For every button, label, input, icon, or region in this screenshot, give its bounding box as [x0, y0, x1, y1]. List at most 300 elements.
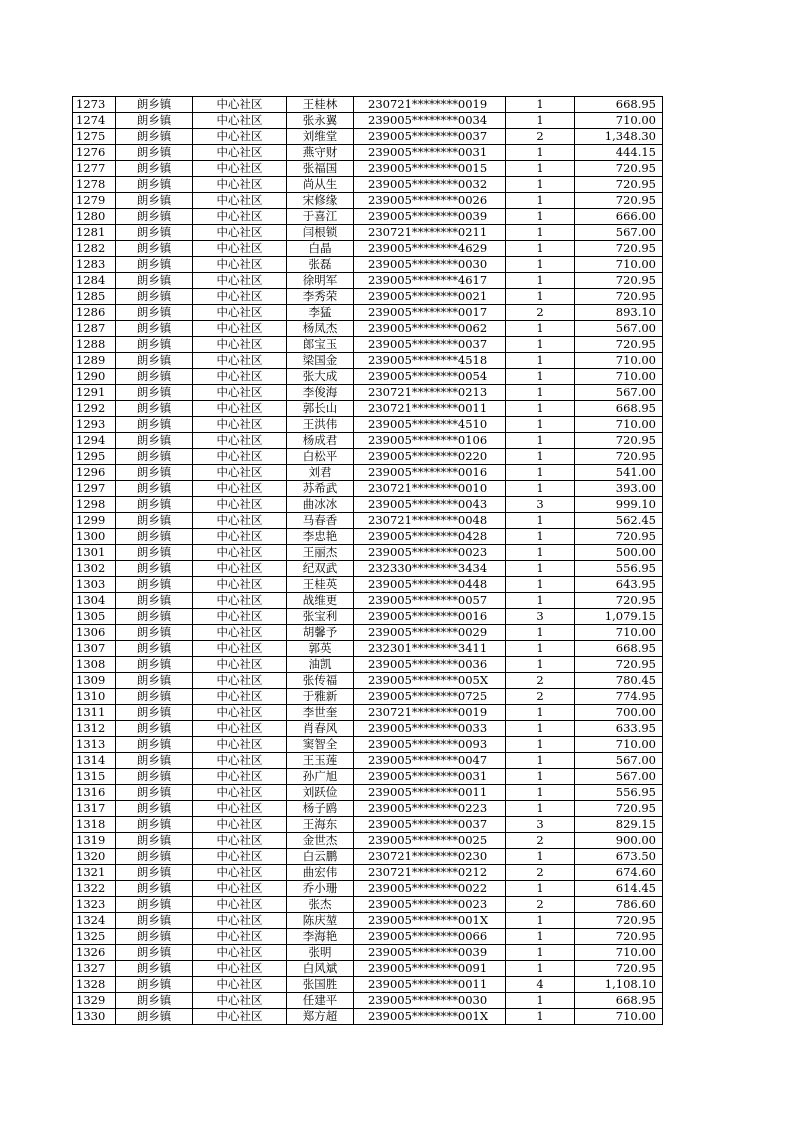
table-row: [73, 641, 663, 657]
row-number-cell: 1315: [73, 769, 116, 785]
table-row: [73, 241, 663, 257]
id-number-cell: 239005********0031: [354, 145, 506, 161]
amount-cell: 710.00: [575, 353, 663, 369]
name-cell: 尚从生: [287, 177, 354, 193]
id-number-cell: 239005********0036: [354, 657, 506, 673]
table-row: [73, 577, 663, 593]
id-number-cell: 230721********0048: [354, 513, 506, 529]
count-cell: 1: [506, 529, 575, 545]
row-number-cell: 1320: [73, 849, 116, 865]
name-cell: 苏希武: [287, 481, 354, 497]
amount-cell: 567.00: [575, 321, 663, 337]
community-cell: 中心社区: [193, 993, 287, 1009]
count-cell: 2: [506, 897, 575, 913]
count-cell: 2: [506, 305, 575, 321]
row-number-cell: 1287: [73, 321, 116, 337]
community-cell: 中心社区: [193, 737, 287, 753]
row-number-cell: 1317: [73, 801, 116, 817]
table-row: [73, 593, 663, 609]
amount-cell: 893.10: [575, 305, 663, 321]
community-cell: 中心社区: [193, 929, 287, 945]
community-cell: 中心社区: [193, 881, 287, 897]
id-number-cell: 230721********0212: [354, 865, 506, 881]
community-cell: 中心社区: [193, 289, 287, 305]
community-cell: 中心社区: [193, 209, 287, 225]
amount-cell: 1,079.15: [575, 609, 663, 625]
table-row: [73, 369, 663, 385]
community-cell: 中心社区: [193, 1009, 287, 1025]
town-cell: 朗乡镇: [116, 945, 193, 961]
name-cell: 张宝利: [287, 609, 354, 625]
table-row: [73, 113, 663, 129]
town-cell: 朗乡镇: [116, 929, 193, 945]
amount-cell: 1,348.30: [575, 129, 663, 145]
id-number-cell: 239005********0034: [354, 113, 506, 129]
community-cell: 中心社区: [193, 465, 287, 481]
name-cell: 杨成君: [287, 433, 354, 449]
name-cell: 梁国金: [287, 353, 354, 369]
count-cell: 1: [506, 641, 575, 657]
table-row: [73, 625, 663, 641]
row-number-cell: 1313: [73, 737, 116, 753]
table-row: [73, 465, 663, 481]
table-row: [73, 497, 663, 513]
town-cell: 朗乡镇: [116, 353, 193, 369]
count-cell: 1: [506, 465, 575, 481]
town-cell: 朗乡镇: [116, 705, 193, 721]
community-cell: 中心社区: [193, 97, 287, 113]
row-number-cell: 1329: [73, 993, 116, 1009]
row-number-cell: 1323: [73, 897, 116, 913]
town-cell: 朗乡镇: [116, 561, 193, 577]
town-cell: 朗乡镇: [116, 257, 193, 273]
amount-cell: 900.00: [575, 833, 663, 849]
row-number-cell: 1293: [73, 417, 116, 433]
table-row: [73, 177, 663, 193]
row-number-cell: 1324: [73, 913, 116, 929]
amount-cell: 444.15: [575, 145, 663, 161]
name-cell: 郭长山: [287, 401, 354, 417]
name-cell: 郎宝玉: [287, 337, 354, 353]
town-cell: 朗乡镇: [116, 417, 193, 433]
id-number-cell: 239005********0016: [354, 465, 506, 481]
count-cell: 1: [506, 577, 575, 593]
town-cell: 朗乡镇: [116, 785, 193, 801]
row-number-cell: 1306: [73, 625, 116, 641]
community-cell: 中心社区: [193, 657, 287, 673]
count-cell: 1: [506, 881, 575, 897]
id-number-cell: 239005********0043: [354, 497, 506, 513]
id-number-cell: 239005********005X: [354, 673, 506, 689]
town-cell: 朗乡镇: [116, 577, 193, 593]
town-cell: 朗乡镇: [116, 433, 193, 449]
community-cell: 中心社区: [193, 785, 287, 801]
id-number-cell: 239005********0033: [354, 721, 506, 737]
count-cell: 1: [506, 913, 575, 929]
table-row: [73, 769, 663, 785]
community-cell: 中心社区: [193, 977, 287, 993]
id-number-cell: 230721********0211: [354, 225, 506, 241]
name-cell: 于喜江: [287, 209, 354, 225]
community-cell: 中心社区: [193, 161, 287, 177]
community-cell: 中心社区: [193, 561, 287, 577]
amount-cell: 668.95: [575, 97, 663, 113]
count-cell: 1: [506, 769, 575, 785]
community-cell: 中心社区: [193, 273, 287, 289]
town-cell: 朗乡镇: [116, 833, 193, 849]
table-row: [73, 385, 663, 401]
community-cell: 中心社区: [193, 305, 287, 321]
count-cell: 3: [506, 497, 575, 513]
name-cell: 战维更: [287, 593, 354, 609]
community-cell: 中心社区: [193, 945, 287, 961]
town-cell: 朗乡镇: [116, 97, 193, 113]
community-cell: 中心社区: [193, 337, 287, 353]
name-cell: 王海东: [287, 817, 354, 833]
amount-cell: 643.95: [575, 577, 663, 593]
amount-cell: 556.95: [575, 561, 663, 577]
row-number-cell: 1319: [73, 833, 116, 849]
id-number-cell: 239005********0011: [354, 785, 506, 801]
row-number-cell: 1285: [73, 289, 116, 305]
town-cell: 朗乡镇: [116, 385, 193, 401]
name-cell: 闫根锁: [287, 225, 354, 241]
table-row: [73, 673, 663, 689]
name-cell: 杨子鸥: [287, 801, 354, 817]
amount-cell: 700.00: [575, 705, 663, 721]
table-row: [73, 417, 663, 433]
row-number-cell: 1275: [73, 129, 116, 145]
community-cell: 中心社区: [193, 225, 287, 241]
name-cell: 张传福: [287, 673, 354, 689]
id-number-cell: 239005********0030: [354, 257, 506, 273]
community-cell: 中心社区: [193, 721, 287, 737]
community-cell: 中心社区: [193, 625, 287, 641]
count-cell: 1: [506, 705, 575, 721]
count-cell: 1: [506, 241, 575, 257]
town-cell: 朗乡镇: [116, 657, 193, 673]
row-number-cell: 1276: [73, 145, 116, 161]
community-cell: 中心社区: [193, 497, 287, 513]
table-row: [73, 97, 663, 113]
row-number-cell: 1316: [73, 785, 116, 801]
row-number-cell: 1303: [73, 577, 116, 593]
name-cell: 刘君: [287, 465, 354, 481]
id-number-cell: 239005********0428: [354, 529, 506, 545]
count-cell: 1: [506, 369, 575, 385]
community-cell: 中心社区: [193, 897, 287, 913]
table-row: [73, 817, 663, 833]
amount-cell: 541.00: [575, 465, 663, 481]
amount-cell: 786.60: [575, 897, 663, 913]
count-cell: 1: [506, 193, 575, 209]
town-cell: 朗乡镇: [116, 305, 193, 321]
name-cell: 郭英: [287, 641, 354, 657]
table-row: [73, 449, 663, 465]
community-cell: 中心社区: [193, 113, 287, 129]
count-cell: 1: [506, 721, 575, 737]
table-row: [73, 481, 663, 497]
name-cell: 李世奎: [287, 705, 354, 721]
town-cell: 朗乡镇: [116, 865, 193, 881]
community-cell: 中心社区: [193, 145, 287, 161]
id-number-cell: 239005********0030: [354, 993, 506, 1009]
name-cell: 曲宏伟: [287, 865, 354, 881]
name-cell: 窦智全: [287, 737, 354, 753]
count-cell: 1: [506, 417, 575, 433]
town-cell: 朗乡镇: [116, 129, 193, 145]
name-cell: 陈庆堃: [287, 913, 354, 929]
id-number-cell: 239005********0448: [354, 577, 506, 593]
id-number-cell: 230721********0230: [354, 849, 506, 865]
count-cell: 1: [506, 481, 575, 497]
town-cell: 朗乡镇: [116, 801, 193, 817]
town-cell: 朗乡镇: [116, 145, 193, 161]
name-cell: 张福国: [287, 161, 354, 177]
table-row: [73, 129, 663, 145]
table-row: [73, 257, 663, 273]
name-cell: 胡馨予: [287, 625, 354, 641]
count-cell: 1: [506, 289, 575, 305]
town-cell: 朗乡镇: [116, 849, 193, 865]
id-number-cell: 239005********0017: [354, 305, 506, 321]
row-number-cell: 1279: [73, 193, 116, 209]
town-cell: 朗乡镇: [116, 497, 193, 513]
amount-cell: 829.15: [575, 817, 663, 833]
id-number-cell: 239005********4518: [354, 353, 506, 369]
amount-cell: 720.95: [575, 193, 663, 209]
count-cell: 1: [506, 785, 575, 801]
count-cell: 1: [506, 273, 575, 289]
id-number-cell: 239005********0029: [354, 625, 506, 641]
amount-cell: 720.95: [575, 929, 663, 945]
row-number-cell: 1273: [73, 97, 116, 113]
table-row: [73, 225, 663, 241]
name-cell: 白风斌: [287, 961, 354, 977]
amount-cell: 556.95: [575, 785, 663, 801]
name-cell: 张磊: [287, 257, 354, 273]
id-number-cell: 239005********0015: [354, 161, 506, 177]
count-cell: 4: [506, 977, 575, 993]
table-row: [73, 161, 663, 177]
town-cell: 朗乡镇: [116, 241, 193, 257]
table-row: [73, 545, 663, 561]
amount-cell: 393.00: [575, 481, 663, 497]
amount-cell: 780.45: [575, 673, 663, 689]
count-cell: 1: [506, 385, 575, 401]
id-number-cell: 239005********0223: [354, 801, 506, 817]
id-number-cell: 239005********0062: [354, 321, 506, 337]
community-cell: 中心社区: [193, 913, 287, 929]
town-cell: 朗乡镇: [116, 177, 193, 193]
id-number-cell: 239005********0025: [354, 833, 506, 849]
row-number-cell: 1283: [73, 257, 116, 273]
id-number-cell: 239005********0016: [354, 609, 506, 625]
row-number-cell: 1300: [73, 529, 116, 545]
name-cell: 李忠艳: [287, 529, 354, 545]
id-number-cell: 230721********0019: [354, 97, 506, 113]
community-cell: 中心社区: [193, 401, 287, 417]
row-number-cell: 1318: [73, 817, 116, 833]
amount-cell: 720.95: [575, 289, 663, 305]
community-cell: 中心社区: [193, 417, 287, 433]
table-row: [73, 513, 663, 529]
amount-cell: 567.00: [575, 769, 663, 785]
row-number-cell: 1311: [73, 705, 116, 721]
town-cell: 朗乡镇: [116, 449, 193, 465]
amount-cell: 666.00: [575, 209, 663, 225]
table-row: [73, 145, 663, 161]
community-cell: 中心社区: [193, 513, 287, 529]
community-cell: 中心社区: [193, 705, 287, 721]
count-cell: 1: [506, 513, 575, 529]
community-cell: 中心社区: [193, 577, 287, 593]
amount-cell: 720.95: [575, 961, 663, 977]
id-number-cell: 239005********0106: [354, 433, 506, 449]
row-number-cell: 1322: [73, 881, 116, 897]
name-cell: 孙广旭: [287, 769, 354, 785]
amount-cell: 720.95: [575, 177, 663, 193]
community-cell: 中心社区: [193, 673, 287, 689]
name-cell: 郑方超: [287, 1009, 354, 1025]
row-number-cell: 1289: [73, 353, 116, 369]
count-cell: 1: [506, 849, 575, 865]
count-cell: 1: [506, 561, 575, 577]
count-cell: 1: [506, 337, 575, 353]
id-number-cell: 239005********0066: [354, 929, 506, 945]
row-number-cell: 1299: [73, 513, 116, 529]
table-row: [73, 1009, 663, 1025]
amount-cell: 720.95: [575, 529, 663, 545]
name-cell: 李海艳: [287, 929, 354, 945]
table-row: [73, 529, 663, 545]
town-cell: 朗乡镇: [116, 977, 193, 993]
count-cell: 1: [506, 961, 575, 977]
town-cell: 朗乡镇: [116, 769, 193, 785]
count-cell: 1: [506, 737, 575, 753]
table-row: [73, 977, 663, 993]
amount-cell: 710.00: [575, 945, 663, 961]
row-number-cell: 1296: [73, 465, 116, 481]
amount-cell: 720.95: [575, 593, 663, 609]
town-cell: 朗乡镇: [116, 897, 193, 913]
count-cell: 1: [506, 801, 575, 817]
amount-cell: 720.95: [575, 801, 663, 817]
name-cell: 徐明军: [287, 273, 354, 289]
name-cell: 油凯: [287, 657, 354, 673]
amount-cell: 500.00: [575, 545, 663, 561]
row-number-cell: 1312: [73, 721, 116, 737]
town-cell: 朗乡镇: [116, 625, 193, 641]
count-cell: 1: [506, 929, 575, 945]
amount-cell: 567.00: [575, 385, 663, 401]
community-cell: 中心社区: [193, 433, 287, 449]
count-cell: 2: [506, 129, 575, 145]
table-row: [73, 865, 663, 881]
count-cell: 2: [506, 673, 575, 689]
row-number-cell: 1302: [73, 561, 116, 577]
name-cell: 纪双武: [287, 561, 354, 577]
town-cell: 朗乡镇: [116, 817, 193, 833]
town-cell: 朗乡镇: [116, 737, 193, 753]
town-cell: 朗乡镇: [116, 961, 193, 977]
community-cell: 中心社区: [193, 689, 287, 705]
row-number-cell: 1305: [73, 609, 116, 625]
town-cell: 朗乡镇: [116, 673, 193, 689]
table-row: [73, 897, 663, 913]
community-cell: 中心社区: [193, 753, 287, 769]
id-number-cell: 230721********0010: [354, 481, 506, 497]
table-row: [73, 689, 663, 705]
amount-cell: 710.00: [575, 113, 663, 129]
id-number-cell: 232301********3411: [354, 641, 506, 657]
id-number-cell: 239005********0037: [354, 129, 506, 145]
count-cell: 1: [506, 993, 575, 1009]
count-cell: 1: [506, 449, 575, 465]
count-cell: 1: [506, 321, 575, 337]
name-cell: 燕守财: [287, 145, 354, 161]
table-row: [73, 353, 663, 369]
data-table: [72, 96, 663, 1025]
name-cell: 张永翼: [287, 113, 354, 129]
table-row: [73, 193, 663, 209]
id-number-cell: 230721********0213: [354, 385, 506, 401]
id-number-cell: 239005********0026: [354, 193, 506, 209]
amount-cell: 567.00: [575, 225, 663, 241]
count-cell: 1: [506, 113, 575, 129]
count-cell: 1: [506, 433, 575, 449]
table-row: [73, 433, 663, 449]
town-cell: 朗乡镇: [116, 193, 193, 209]
row-number-cell: 1308: [73, 657, 116, 673]
table-row: [73, 881, 663, 897]
amount-cell: 668.95: [575, 993, 663, 1009]
town-cell: 朗乡镇: [116, 401, 193, 417]
row-number-cell: 1297: [73, 481, 116, 497]
name-cell: 王洪伟: [287, 417, 354, 433]
town-cell: 朗乡镇: [116, 689, 193, 705]
community-cell: 中心社区: [193, 385, 287, 401]
town-cell: 朗乡镇: [116, 529, 193, 545]
community-cell: 中心社区: [193, 609, 287, 625]
town-cell: 朗乡镇: [116, 113, 193, 129]
table-body: [73, 97, 663, 1025]
community-cell: 中心社区: [193, 801, 287, 817]
id-number-cell: 239005********0054: [354, 369, 506, 385]
amount-cell: 774.95: [575, 689, 663, 705]
id-number-cell: 239005********0037: [354, 337, 506, 353]
id-number-cell: 239005********0039: [354, 945, 506, 961]
count-cell: 1: [506, 353, 575, 369]
community-cell: 中心社区: [193, 449, 287, 465]
table-row: [73, 833, 663, 849]
town-cell: 朗乡镇: [116, 1009, 193, 1025]
amount-cell: 720.95: [575, 337, 663, 353]
count-cell: 1: [506, 177, 575, 193]
amount-cell: 720.95: [575, 657, 663, 673]
id-number-cell: 239005********0022: [354, 881, 506, 897]
amount-cell: 710.00: [575, 1009, 663, 1025]
town-cell: 朗乡镇: [116, 289, 193, 305]
town-cell: 朗乡镇: [116, 225, 193, 241]
table-row: [73, 305, 663, 321]
row-number-cell: 1309: [73, 673, 116, 689]
count-cell: 1: [506, 753, 575, 769]
town-cell: 朗乡镇: [116, 753, 193, 769]
table-row: [73, 737, 663, 753]
community-cell: 中心社区: [193, 817, 287, 833]
row-number-cell: 1292: [73, 401, 116, 417]
